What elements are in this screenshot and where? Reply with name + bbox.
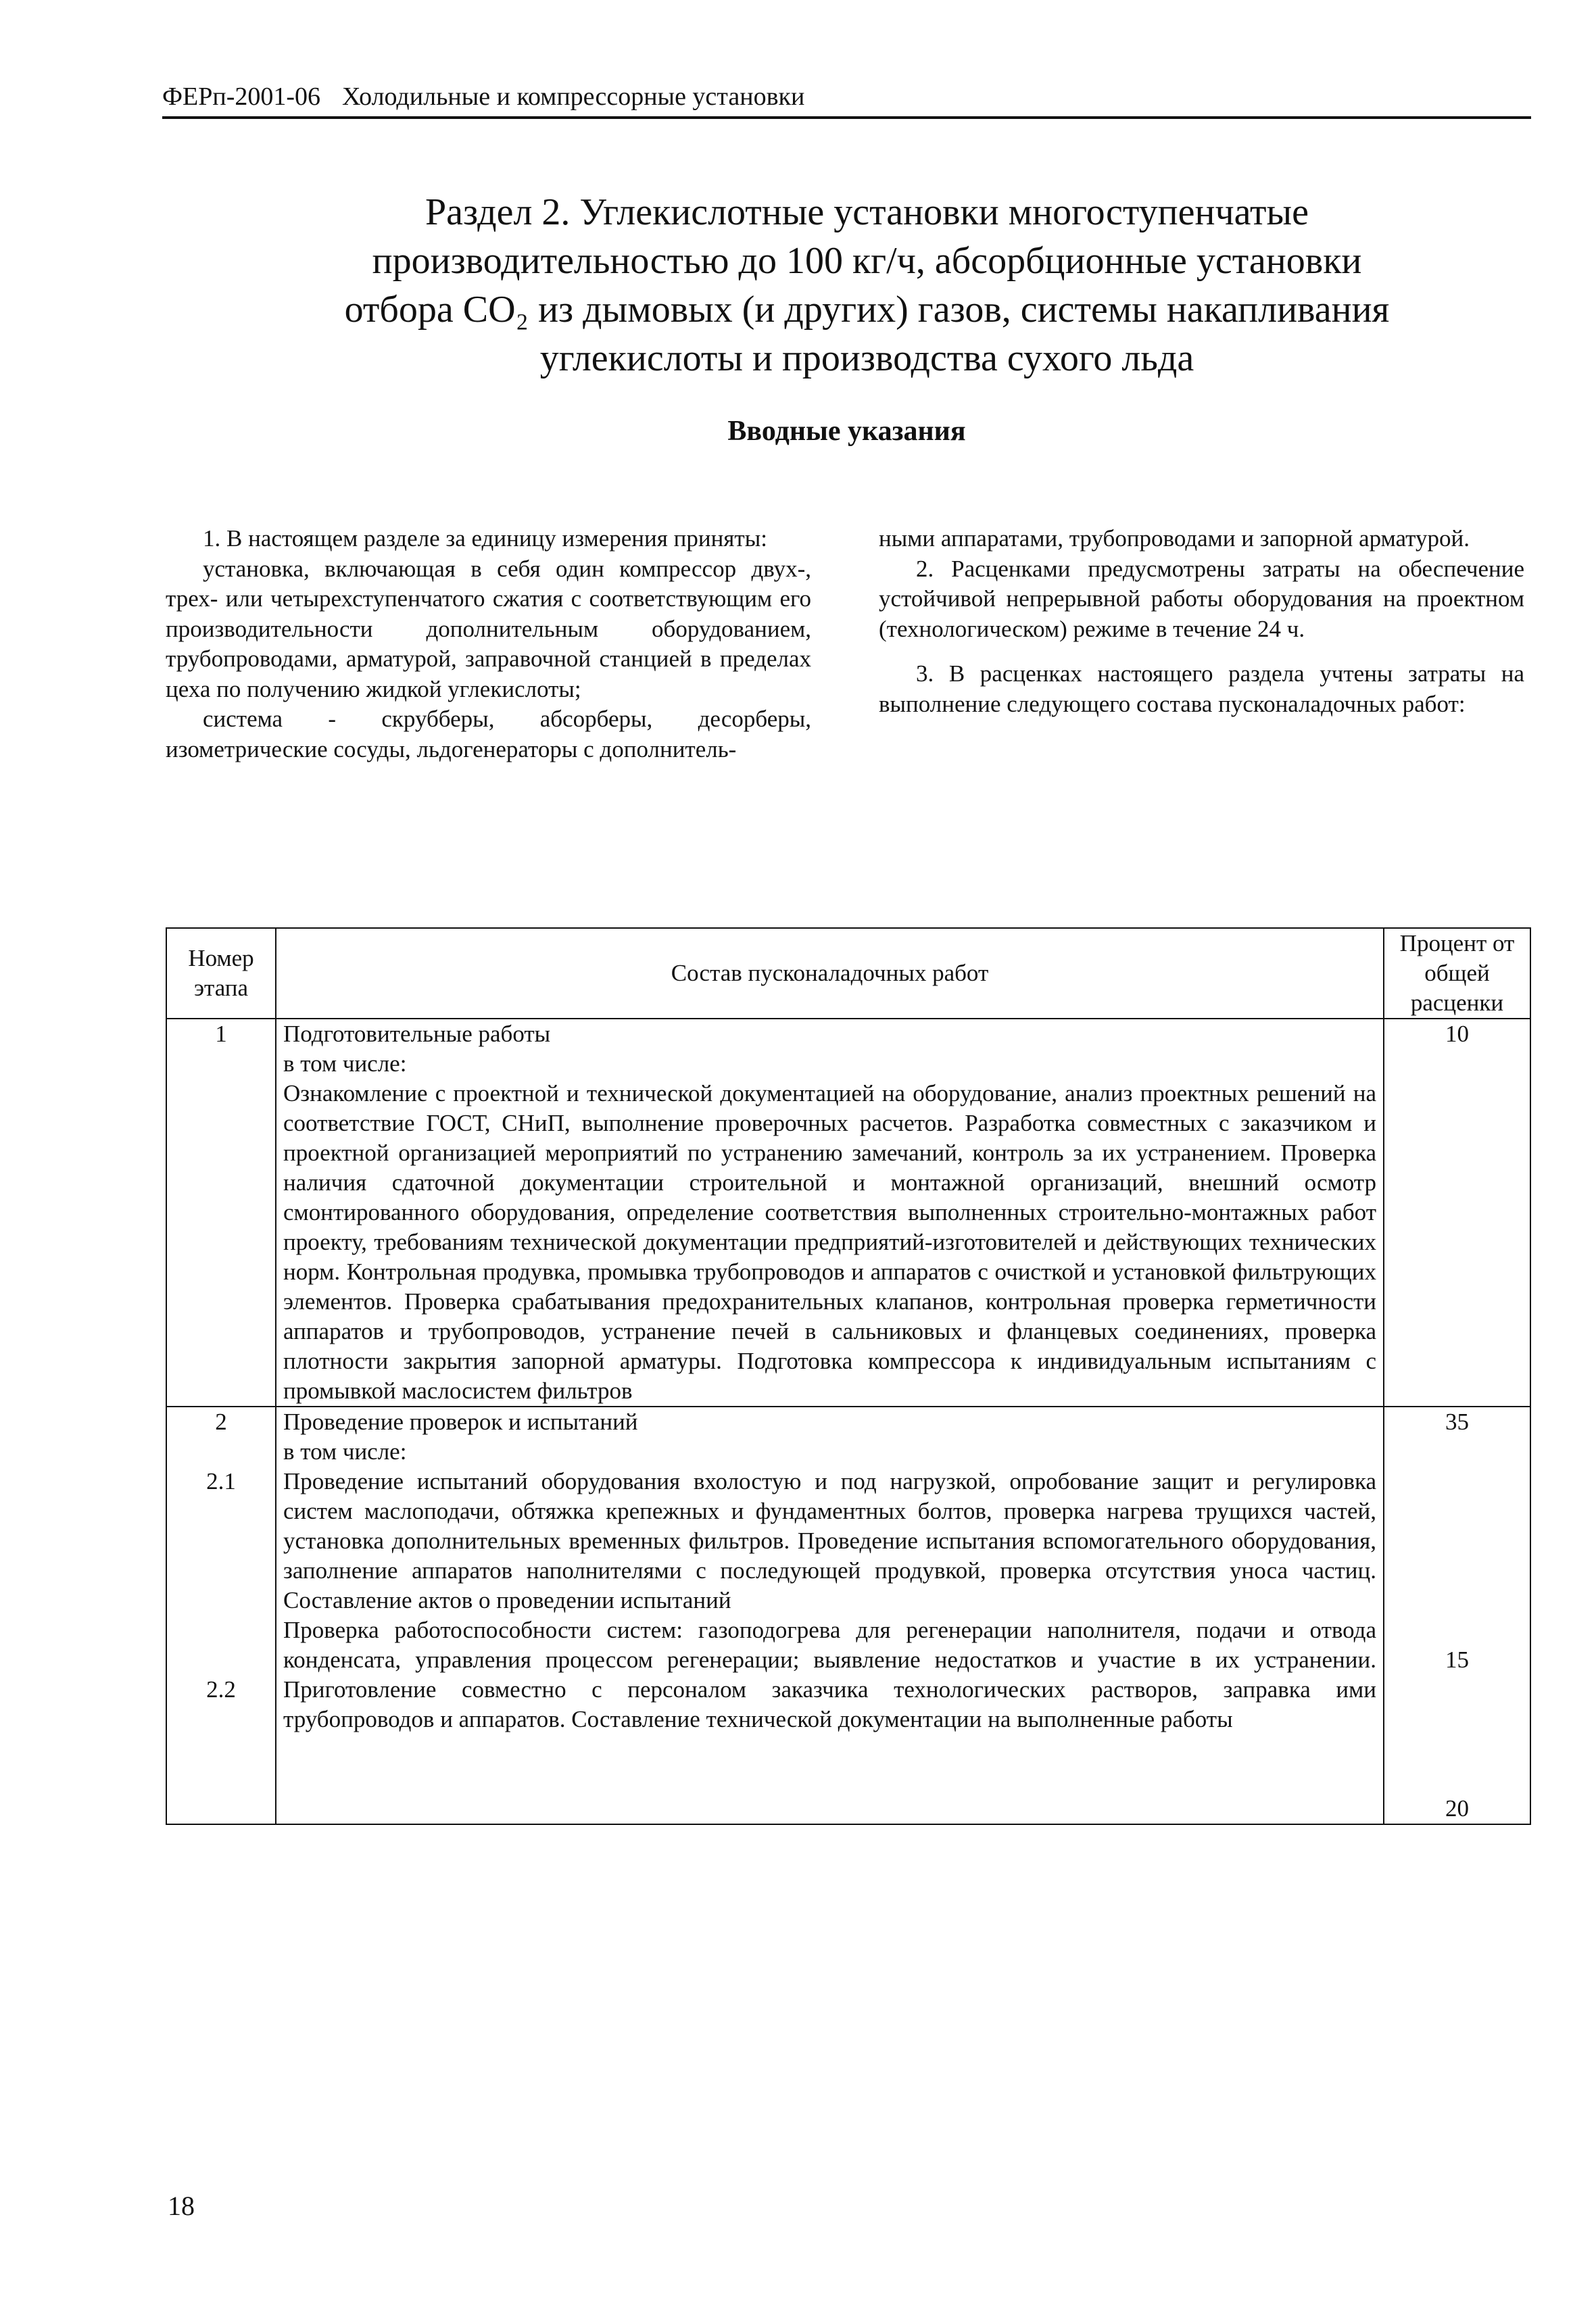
- stage-including: в том числе:: [283, 1050, 407, 1077]
- section-title-line: Раздел 2. Углекислотные установки многоступенчатые: [425, 191, 1309, 233]
- stage-percent: 35: [1445, 1409, 1469, 1435]
- page-header: [162, 80, 1531, 119]
- table-row: [166, 1407, 1530, 1824]
- works-table: [166, 927, 1531, 1825]
- intro-paragraph: 2. Расценками предусмотрены затраты на обеспечение устойчивой непрерывной работы оборудования на проектном (технологическом) режиме в течение 24 ч.: [879, 555, 1524, 642]
- substage-description: Проведение испытаний оборудования вхолостую и под нагрузкой, опробование защит и регулировка систем маслоподачи, обтяжка крепежных и фундаментных болтов, проверка нагрева трущихся частей, установка дополнительных временных фильтров. Проведение испытания вспомогательного оборудования, заполнение аппаратов наполнителями с последующей продувкой, проверка отсутствия уноса частиц. Составление актов о проведении испытаний: [283, 1468, 1376, 1613]
- stage-including: в том числе:: [283, 1438, 407, 1465]
- document-code: ФЕРп-2001-06: [162, 82, 321, 111]
- intro-paragraph: ными аппаратами, трубопроводами и запорной арматурой.: [879, 525, 1470, 552]
- document-title: Холодильные и компрессорные установки: [342, 82, 805, 111]
- stage-number-cell: [166, 1407, 276, 1824]
- section-title-line: производительностью до 100 кг/ч, абсорбционные установки: [372, 240, 1362, 282]
- stage-works: [276, 1019, 1384, 1407]
- substage-number: 2.2: [206, 1676, 236, 1703]
- stage-number: 2: [215, 1409, 227, 1435]
- header-stage-number: Номер этапа: [166, 928, 276, 1019]
- header-percent: Процент от общей расценки: [1384, 928, 1530, 1019]
- intro-paragraph: 1. В настоящем разделе за единицу измерения приняты:: [203, 525, 767, 552]
- substage-number: 2.1: [206, 1468, 236, 1494]
- substage-description: Проверка работоспособности систем: газоподогрева для регенерации наполнителя, подачи и отвода конденсата, управления процессом регенерации; выявление недостатков и участие в их устранении. Приготовление совместно с персоналом заказчика технологических растворов, заправка ими трубопроводов и аппаратов. Составление технической документации на выполненные работы: [283, 1617, 1376, 1732]
- spacer: [174, 1496, 268, 1675]
- page-number: 18: [168, 2191, 195, 2221]
- section-subtitle: Вводные указания: [727, 416, 966, 447]
- spacer: [1391, 1675, 1523, 1794]
- stage-number: 1: [166, 1019, 276, 1407]
- substage-percent: 20: [1445, 1795, 1469, 1822]
- stage-percent: 10: [1384, 1019, 1530, 1407]
- stage-description: Ознакомление с проектной и технической документацией на оборудование, анализ проектных решений на соответствие ГОСТ, СНиП, выполнение проверочных расчетов. Разработка совместных с заказчиком и проектной организацией мероприятий по устранению замечаний, контроль за их устранением. Проверка наличия сдаточной документации строительной и монтажной организаций, внешний осмотр смонтированного оборудования, определение соответствия выполненных строительно-монтажных работ проекту, требованиям технической документации предприятий-изготовителей и действующих технических норм. Контрольная продувка, промывка трубопроводов и аппаратов с очисткой и установкой фильтрующих элементов. Проверка срабатывания предохранительных клапанов, контрольная проверка герметичности аппаратов и трубопроводов, устранение печей в сальниковых и фланцевых соединениях, проверка плотности закрытия запорной арматуры. Подготовка компрессора к индивидуальным испытаниям с промывкой маслосистем фильтров: [283, 1080, 1376, 1404]
- section-title-line: углекислоты и производства сухого льда: [539, 337, 1194, 379]
- header-works: Состав пусконаладочных работ: [276, 928, 1384, 1019]
- spacer: [174, 1437, 268, 1467]
- table-row: [166, 1019, 1530, 1407]
- table-header-row: [166, 928, 1530, 1019]
- section-title: [203, 188, 1531, 383]
- intro-paragraph: система - скрубберы, абсорберы, десорберы, изометрические сосуды, льдогенераторы с дополнитель-: [166, 706, 811, 762]
- substage-percent: 15: [1445, 1647, 1469, 1673]
- stage-percent-cell: [1384, 1407, 1530, 1824]
- stage-title: Подготовительные работы: [283, 1021, 551, 1047]
- intro-left-column: [166, 524, 811, 764]
- stage-works: [276, 1407, 1384, 1824]
- section-title-line: отбора CO₂ из дымовых (и других) газов, системы накапливания: [344, 289, 1390, 331]
- intro-paragraph: установка, включающая в себя один компрессор двух-, трех- или четырехступенчатого сжатия с соответствующим его производительности дополнительным оборудованием, трубопроводами, арматурой, заправочной станцией в пределах цеха по получению жидкой углекислоты;: [166, 555, 811, 702]
- intro-paragraph: 3. В расценках настоящего раздела учтены затраты на выполнение следующего состава пусконаладочных работ:: [879, 660, 1524, 717]
- spacer: [1391, 1437, 1523, 1645]
- intro-right-column: [879, 524, 1524, 719]
- stage-title: Проведение проверок и испытаний: [283, 1409, 638, 1435]
